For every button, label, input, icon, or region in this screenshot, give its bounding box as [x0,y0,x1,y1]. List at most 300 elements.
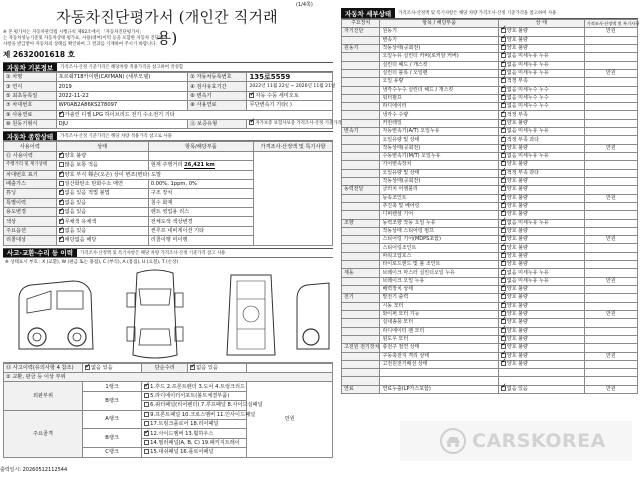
detail-price-unit [584,252,637,260]
detail-price-unit [584,177,637,185]
rank-items [142,410,256,419]
detail-system-label [342,377,380,385]
table-row [342,69,638,77]
detail-system-label: 자기진단 [342,28,380,36]
detail-part-label: 스티어링조인트 [380,244,498,252]
detail-system-label [342,86,380,94]
rank-items [142,401,263,410]
table-row [342,294,638,302]
detail-system-label [342,335,380,343]
table-row [342,53,638,61]
detail-system-label [342,277,380,285]
detail-part-label: 냉각수 수량 [380,111,498,119]
table-row [342,161,638,169]
detail-part-label: 기어변속장치 [380,161,498,169]
status-label: 주행거리 및 계기상태 [4,161,57,170]
detail-part-label [380,377,498,385]
table-row [342,177,638,185]
table-row [4,73,333,82]
detail-part-label: 자동변속기(A/T) 오일누유 [380,128,498,136]
detail-system-label [342,360,380,368]
table-row [342,369,638,377]
detail-state [498,119,584,127]
table-row [342,344,638,352]
detail-part-label: 디퍼렌셜 기어 [380,211,498,219]
accident-note: 가격조사·산정액 및 특기사항은 해당 차량 가격조사·산정 기준가격 참고 사용 [79,250,226,256]
detail-price-unit [584,360,637,368]
table-row [342,236,638,244]
detail-state [498,169,584,177]
notice-line: ※ 본 평가서는 자동차관리법 시행규칙 제62조에서 「자동차진단평가서」 [3,30,144,35]
detail-price-unit [584,61,637,69]
table-row [342,186,638,194]
detail-part-label: 구동축전지 격리 상태 [380,352,498,360]
status-label: 주요옵션 [4,226,57,235]
accident-heading: 사고·교환·수리 등 이력 [3,249,77,257]
accident-state [82,363,141,372]
detail-state [498,219,584,227]
status-label: ⑫ 사용이력 [4,151,57,160]
print-timestamp: 출력일시: 20260512112544 [0,467,68,473]
detail-part-label [380,369,498,377]
detail-system-label [342,211,380,219]
detail-price-unit [584,128,637,136]
basic-value: 2022년 11월 22일 ~ 2026년 11월 21일 [247,82,333,91]
detail-state-text: 없음 미세누수 누수 [506,86,549,93]
detail-state-text: 양호 불량 [506,261,528,268]
detail-state-text: 양호 불량 [506,311,528,318]
column-header: 항목/해당부품 [148,142,253,151]
table-row [342,227,638,235]
detail-state [498,377,584,385]
checkbox-checked-icon [501,386,506,391]
table-row [342,327,638,335]
column-header: 항목 / 해당부품 [380,20,498,28]
status-state [56,179,148,188]
detail-state [498,319,584,327]
table-row [342,261,638,269]
car-frame-view [203,269,299,361]
detail-state [498,128,584,136]
detail-state-text: 없음 미세누유 누유 [506,153,549,160]
detail-price-unit [584,36,637,44]
certificate-number: 제 2632001618 호 [3,50,75,59]
detail-price-unit: 만원 [584,277,637,285]
table-row [342,202,638,210]
detail-state [498,186,584,194]
detail-state [498,144,584,152]
detail-system-label [342,369,380,377]
table-row [4,101,333,110]
detail-system-label [342,94,380,102]
detail-heading: 자동차 세부상태 [341,8,395,18]
status-detail [148,151,253,160]
basic-label: ⑦ 차대번호 [4,101,57,110]
detail-system-label [342,202,380,210]
status-state [56,226,148,235]
detail-price-unit [584,161,637,169]
detail-part-label: 라디에이터 [380,103,498,111]
detail-system-label: 동력전달 [342,186,380,194]
table-row [342,144,638,152]
table-row [342,277,638,285]
detail-system-label [342,36,380,44]
detail-system-label [342,302,380,310]
accident-state-text: 없음 있음 [90,364,113,371]
detail-state-text: 적정 부족 [506,111,528,118]
detail-state-text: 양호 불량 [506,352,528,359]
detail-system-label [342,327,380,335]
status-label: 색상 [4,217,57,226]
detail-system-label [342,61,380,69]
table-row [342,128,638,136]
left-column [3,30,342,476]
detail-price-unit [584,294,637,302]
detail-part-label: 커먼레일 [380,119,498,127]
car-top-view [107,269,203,361]
detail-system-label [342,261,380,269]
detail-price-unit: 만원 [584,69,637,77]
status-label: 차대번호 표기 [4,170,57,179]
detail-state [498,252,584,260]
detail-price-unit [584,319,637,327]
carskorea-logo-icon [440,428,466,454]
detail-state-text: 양호 불량 [506,203,528,210]
accident-price-note [247,363,333,372]
detail-state [498,385,584,393]
status-detail: 썬루프 네비게이션 기타 [148,226,253,235]
table-row [4,82,333,91]
detail-state-text: 없음 미세누유 누유 [506,128,549,135]
detail-state [498,277,584,285]
detail-state-text: 없음 미세누유 누유 [506,219,549,226]
column-header: 사용이력 [4,142,57,151]
detail-part-label: 작동상태 스티어링 펌프 [380,227,498,235]
detail-state [498,94,584,102]
detail-state-text: 없음 미세누유 누유 [506,269,549,276]
detail-price-unit [584,136,637,144]
detail-state-text: 양호 불량 [506,194,528,201]
detail-price-unit: 만원 [584,236,637,244]
detail-price-unit [584,119,637,127]
detail-part-label: 브레이크 마스터 실린더오일 누유 [380,269,498,277]
notice-text [3,30,333,48]
detail-state [498,302,584,310]
basic-label: ⑤ 최초등록일 [4,91,57,100]
repair-state-text: 없음 있음 [196,364,218,371]
rank-items-text: 14.필러패널(A, B, C) 19.패키지트레이 [150,439,240,446]
notice-line: 는 자동차성능기준및 자동차상태 평가표, 사용(대여)이력 등을 포함한 자동차 진단평가 [3,36,168,41]
basic-label: ⑪ 보증유형 [188,119,247,128]
detail-price-unit [584,169,637,177]
checkbox-checked-icon [190,365,195,370]
detail-price-unit [584,186,637,194]
warranty-options [247,119,342,128]
detail-state-text: 없음 미세누유 누유 [506,61,549,68]
checkbox-icon [59,162,64,167]
detail-price-unit: 만원 [584,144,637,152]
detail-state [498,369,584,377]
detail-state-text: 양호 불량 [506,178,528,185]
rank-items-text: 17.트렁크플로어 18.리어패널 [150,421,219,428]
status-price-note [254,151,333,245]
checkbox-icon [144,421,149,426]
column-header: 상 태 [498,20,584,28]
rank-items [142,419,247,428]
table-row [342,352,638,360]
basic-label: ⑧ 사용연료 [188,101,247,110]
repair-label: 단순수리 [142,363,188,372]
detail-part-label: 실린더 헤드 / 개스킷 [380,61,498,69]
major-frame-label: 주요골격 [4,410,83,457]
basic-label: ⑥ 변속기 [188,91,247,100]
detail-state [498,161,584,169]
detail-state-text: 적정 부족 [506,78,528,85]
detail-price-unit [584,261,637,269]
detail-status-table [341,19,638,394]
detail-system-label [342,236,380,244]
detail-system-label [342,352,380,360]
detail-price-unit [584,94,637,102]
detail-part-label: 오일 유량 [380,78,498,86]
status-state [56,208,148,217]
detail-system-label [342,252,380,260]
checkbox-checked-icon [249,120,254,125]
detail-state [498,78,584,86]
basic-info-table [3,72,342,129]
detail-system-label [342,169,380,177]
table-row [342,169,638,177]
detail-system-label [342,53,380,61]
checkbox-checked-icon [59,209,64,214]
detail-state [498,310,584,318]
checkbox-checked-icon [501,361,506,366]
rank-items-text: 15.대쉬패널 16.플로어패널 [150,449,214,456]
detail-system-label [342,161,380,169]
detail-price-unit [584,53,637,61]
detail-system-label [342,136,380,144]
status-label: 특별이력 [4,198,57,207]
repair-state [188,363,247,372]
table-row [342,78,638,86]
status-state-text: 없음 있음 [64,209,87,216]
basic-info-heading: 자동차 기본정보 [3,63,57,71]
detail-state-text: 양호 불량 [506,244,528,251]
table-row [342,36,638,44]
detail-price-unit [584,302,637,310]
detail-price-unit [584,335,637,343]
detail-part-label: 오일유량 및 상태 [380,136,498,144]
watermark [400,421,632,461]
transmission-options [247,91,333,100]
basic-value: 2019 [56,82,188,91]
status-state-text: 양호 불량 [64,152,87,159]
table-row [342,119,638,127]
detail-state-text: 양호 불량 [506,144,528,151]
status-detail [148,161,253,170]
table-row [4,151,333,160]
status-state [56,189,148,198]
rank-items [142,382,247,391]
table-row [342,103,638,111]
page-number: (1/4쪽) [296,2,313,8]
detail-system-label: 전기 [342,294,380,302]
column-header: 상태 [56,142,148,151]
checkbox-icon [59,181,64,186]
detail-part-label: 원동기 [380,28,498,36]
detail-part-label: 변속기 [380,36,498,44]
detail-part-label: 수동변속기(M/T) 오일누유 [380,153,498,161]
checkbox-icon [144,440,149,445]
detail-state-text: 양호 불량 [506,294,528,301]
detail-part-label: 워터펌프 [380,94,498,102]
rank-label: B랭크 [82,429,141,448]
detail-part-label: 와이퍼 모터 기능 [380,310,498,318]
detail-part-label: 추진축 및 베어링 [380,202,498,210]
status-label: 용도변경 [4,208,57,217]
table-row [342,211,638,219]
basic-label: ④ 검사유효기간 [188,82,247,91]
status-detail: 구조 장치 [148,189,253,198]
vin-value: WP0AB2A86KS278097 [56,101,188,110]
detail-system-label [342,227,380,235]
detail-state [498,269,584,277]
rank-items [142,448,247,457]
table-row [342,153,638,161]
table-row [342,244,638,252]
detail-state [498,61,584,69]
detail-state [498,327,584,335]
car-side-view-left [11,269,101,359]
detail-state-text: 양호 불량 [506,327,528,334]
basic-value: DJU [56,119,188,128]
detail-system-label [342,144,380,152]
table-row [4,91,333,100]
table-row [342,28,638,36]
rank-items-text: 5.라디에이터서포트(볼트체결부품) [150,393,230,399]
detail-price-unit: 만원 [584,28,637,36]
checkbox-checked-icon [59,237,64,242]
rank-label: A랭크 [82,410,141,429]
detail-state [498,44,584,52]
detail-table-body [342,28,638,394]
detail-price-unit [584,111,637,119]
rank-items-text: 9.프론트패널 10.크로스멤버 11.인사이드패널 [150,411,256,418]
detail-part-label: 오일누유 실린더 커버(로커암 커버) [380,53,498,61]
status-detail: 0.00%, 1ppm, 0% [148,179,253,188]
detail-part-label: 충전구 절연 상태 [380,344,498,352]
general-heading-row [3,131,333,141]
detail-state-text: 양호 불량 [506,336,528,343]
status-detail: 침수 화재 [148,198,253,207]
detail-system-label: 연료 [342,385,380,393]
basic-label: ⑩ 원동기형식 [4,119,57,128]
detail-state [498,86,584,94]
detail-part-label: 동력조향 작동 오일 누유 [380,219,498,227]
detail-system-label: 제동 [342,269,380,277]
detail-state-text: 양호 불량 [506,319,528,326]
checkbox-checked-icon [144,431,149,436]
detail-part-label: 배력장치 상태 [380,286,498,294]
detail-price-unit: 만원 [584,385,637,393]
checkbox-checked-icon [249,93,254,98]
right-column [341,8,638,476]
detail-system-label: 조향 [342,219,380,227]
status-state [56,217,148,226]
table-row [342,194,638,202]
status-state [56,151,148,160]
detail-state-text: 적정 부족 과다 [506,136,540,143]
detail-state [498,261,584,269]
detail-price-unit [584,244,637,252]
plate-number: 135로5559 [247,73,333,82]
detail-state [498,136,584,144]
detail-part-label: 등속조인트 [380,194,498,202]
status-state-text: 양호 부식 훼손(오손) 상이 변조(변타) 도말 [64,171,162,178]
detail-state [498,69,584,77]
table-row [342,94,638,102]
column-header: 주요장치 [342,20,380,28]
detail-part-label: 작동상태(공회전) [380,44,498,52]
detail-system-label [342,119,380,127]
detail-part-label: 윈도우 모터 [380,335,498,343]
status-state-text: 무채색 유채색 [64,218,97,225]
mileage-value: 26,421 km [184,162,215,169]
table-row [4,373,333,382]
basic-label: ① 차명 [4,73,57,82]
checkbox-checked-icon [144,384,149,389]
detail-part-label: 작동상태(공회전) [380,177,498,185]
detail-state [498,194,584,202]
detail-price-unit [584,211,637,219]
exchange-heading: ② 교환, 판금 등 이상 부위 [4,373,333,382]
detail-state-text: 양호 불량 [506,252,528,259]
detail-state-text: 양호 불량 [506,211,528,218]
detail-system-label [342,153,380,161]
rank-items-text: 1.후드 2.프론트펜더 3.도어 4.트렁크리드 [150,383,246,390]
fuel-options [56,110,332,119]
detail-price-unit [584,269,637,277]
detail-price-unit [584,44,637,52]
detail-part-label: 타이로드엔드 및 볼 조인트 [380,261,498,269]
detail-state [498,36,584,44]
detail-price-unit [584,369,637,377]
detail-system-label [342,244,380,252]
rank-items [142,438,247,447]
checkbox-checked-icon [59,172,64,177]
status-state-text: 일산화탄소 탄화수소 매연 [64,181,124,188]
general-heading: 자동차 종합상태 [3,132,57,140]
table-row [342,360,638,368]
table-row [4,363,333,372]
basic-label: ⑨ 사용연료 [4,110,57,119]
rank-label: C랭크 [82,448,141,457]
checkbox-checked-icon [59,190,64,195]
detail-system-label [342,177,380,185]
status-state-text: 없음 있음 [64,199,87,206]
detail-state-text: 양호 불량 [506,236,528,243]
detail-state [498,352,584,360]
detail-part-label: 고전원전기배선 상태 [380,360,498,368]
detail-system-label [342,78,380,86]
basic-value: 자동 수동 세미오토 [255,92,299,99]
detail-state-text: 양호 불량 [506,28,528,35]
general-note: 가격조사·산정 기준가격은 해당 차량 적용가격 참고로 사용 [60,134,172,140]
detail-price-unit [584,286,637,294]
basic-label: ③ 연식 [4,82,57,91]
checkbox-checked-icon [59,200,64,205]
detail-part-label: 스티어링 기어(MDPS포함) [380,236,498,244]
